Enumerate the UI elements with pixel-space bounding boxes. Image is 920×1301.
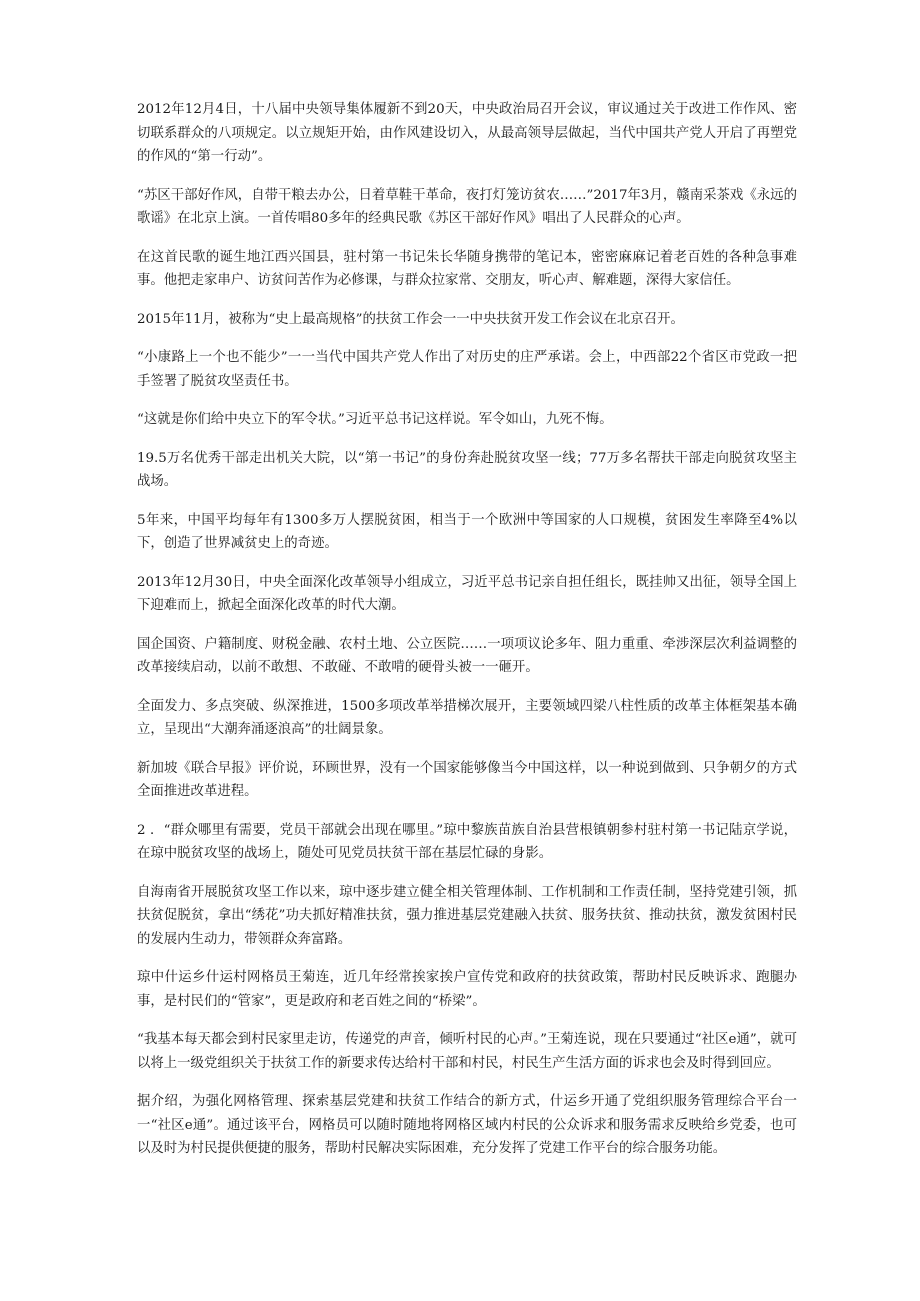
- paragraph-13: 2 ．“群众哪里有需要，党员干部就会出现在哪里。”琼中黎族苗族自治县营根镇朝参村驻村第一书记陆京学说，在琼中脱贫攻坚的战场上，随处可见党员扶贫干部在基层忙碌的身影。: [137, 822, 797, 861]
- paragraph-1: 2012年12月4日，十八届中央领导集体履新不到20天，中央政治局召开会议，审议通过关于改进工作作风、密切联系群众的八项规定。以立规矩开始，由作风建设切入，从最高领导层做起，当代中国共产党人开启了再塑党的作风的“第一行动”。: [137, 102, 797, 164]
- paragraph-16: “我基本每天都会到村民家里走访，传递党的声音，倾听村民的心声。”王菊连说，现在只要通过“社区e通”，就可以将上一级党组织关于扶贫工作的新要求传达给村干部和村民，村民生产生活方面的诉求也会及时得到回应。: [137, 1032, 797, 1071]
- paragraph-5: “小康路上一个也不能少”一一当代中国共产党人作出了对历史的庄严承诺。会上，中西部22个省区市党政一把手签署了脱贫攻坚责任书。: [137, 350, 797, 389]
- paragraph-8: 5年来，中国平均每年有1300多万人摆脱贫困，相当于一个欧洲中等国家的人口规模，贫困发生率降至4%以下，创造了世界减贫史上的奇迹。: [137, 512, 797, 551]
- paragraph-7: 19.5万名优秀干部走出机关大院，以“第一书记”的身份奔赴脱贫攻坚一线；77万多名帮扶干部走向脱贫攻坚主战场。: [137, 450, 797, 489]
- paragraph-14: 自海南省开展脱贫攻坚工作以来，琼中逐步建立健全相关管理体制、工作机制和工作责任制，坚持党建引领，抓扶贫促脱贫，拿出“绣花”功夫抓好精准扶贫，强力推进基层党建融入扶贫、服务扶贫、推动扶贫，激发贫困村民的发展内生动力，带领群众奔富路。: [137, 884, 797, 947]
- paragraph-3: 在这首民歌的诞生地江西兴国县，驻村第一书记朱长华随身携带的笔记本，密密麻麻记着老百姓的各种急事难事。他把走家串户、访贫问苦作为必修课，与群众拉家常、交朋友，听心声、解难题，深得大家信任。: [137, 249, 797, 288]
- paragraph-4: 2015年11月，被称为“史上最高规格”的扶贫工作会一一中央扶贫开发工作会议在北京召开。: [137, 311, 684, 327]
- document-body: [137, 98, 797, 1176]
- paragraph-11: 全面发力、多点突破、纵深推进，1500多项改革举措梯次展开，主要领域四梁八柱性质的改革主体框架基本确立，呈现出“大潮奔涌逐浪高”的壮阔景象。: [137, 698, 797, 737]
- paragraph-15: 琼中什运乡什运村网格员王菊连，近几年经常挨家挨户宣传党和政府的扶贫政策，帮助村民反映诉求、跑腿办事，是村民们的“管家”，更是政府和老百姓之间的“桥梁”。: [137, 970, 797, 1009]
- paragraph-9: 2013年12月30日，中央全面深化改革领导小组成立，习近平总书记亲自担任组长，既挂帅又出征，领导全国上下迎难而上，掀起全面深化改革的时代大潮。: [137, 574, 797, 613]
- paragraph-12: 新加坡《联合早报》评价说，环顾世界，没有一个国家能够像当今中国这样，以一种说到做到、只争朝夕的方式全面推进改革进程。: [137, 760, 797, 799]
- paragraph-2: “苏区干部好作风，自带干粮去办公，日着草鞋干革命，夜打灯笼访贫农……”2017年3月，赣南采茶戏《永远的歌谣》在北京上演。一首传唱80多年的经典民歌《苏区干部好作风》唱出了人民群众的心声。: [137, 187, 797, 226]
- paragraph-10: 国企国资、户籍制度、财税金融、农村土地、公立医院……一项项议论多年、阻力重重、牵涉深层次利益调整的改革接续启动，以前不敢想、不敢碰、不敢啃的硬骨头被一一砸开。: [137, 636, 797, 675]
- paragraph-6: “这就是你们给中央立下的军令状。”习近平总书记这样说。军令如山，九死不悔。: [137, 412, 613, 427]
- paragraph-17: 据介绍，为强化网格管理、探索基层党建和扶贫工作结合的新方式，什运乡开通了党组织服务管理综合平台一一“社区e通”。通过该平台，网格员可以随时随地将网格区域内村民的公众诉求和服务需求反映给乡党委，也可以及时为村民提供便捷的服务，帮助村民解决实际困难，充分发挥了党建工作平台的综合服务功能。: [137, 1094, 797, 1156]
